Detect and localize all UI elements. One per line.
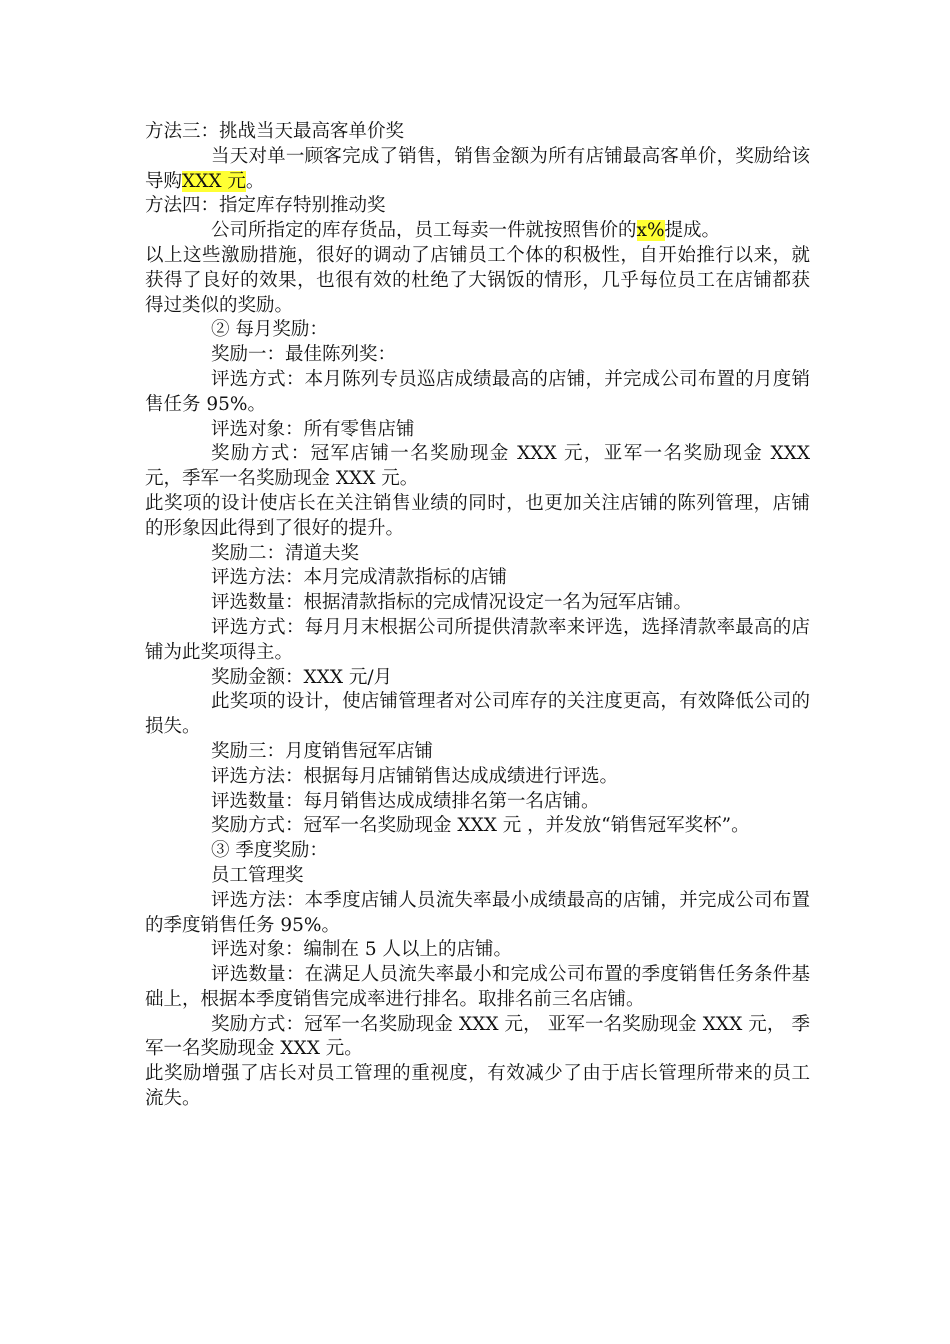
method-three-end: 。: [245, 170, 265, 192]
quarterly-prize: 奖励方式：冠军一名奖励现金 XXX 元， 亚军一名奖励现金 XXX 元， 季军一名奖励现金 XXX 元。: [145, 1013, 810, 1060]
method-three-body: [145, 145, 810, 195]
reward-three-prize: 奖励方式：冠军一名奖励现金 XXX 元 ，并发放“销售冠军奖杯”。: [211, 815, 750, 837]
reward-three-method: 评选方法：根据每月店铺销售达成成绩进行评选。: [211, 765, 619, 787]
quarterly-target: 评选对象：编制在 5 人以上的店铺。: [211, 939, 513, 961]
method-four-end: 提成。: [664, 220, 721, 242]
staff-management-award-heading: 员工管理奖: [211, 864, 304, 886]
method-three-text: 当天对单一顾客完成了销售，销售金额为所有店铺最高客单价，奖励给该导购: [145, 145, 810, 192]
method-four-body: [145, 219, 810, 244]
reward-one-method: 评选方式：本月陈列专员巡店成绩最高的店铺，并完成公司布置的月度销售任务 95%。: [145, 368, 810, 415]
reward-one-target: 评选对象：所有零售店铺: [211, 418, 415, 440]
method-four-heading: 方法四：指定库存特别推动奖: [145, 195, 386, 217]
reward-two-note: 此奖项的设计，使店铺管理者对公司库存的关注度更高，有效降低公司的损失。: [145, 691, 810, 738]
document-body: [145, 120, 810, 1112]
reward-one-note: 此奖项的设计使店长在关注销售业绩的同时，也更加关注店铺的陈列管理，店铺的形象因此得到了很好的提升。: [145, 492, 810, 539]
reward-two-heading: 奖励二：清道夫奖: [211, 542, 360, 564]
reward-three-heading: 奖励三：月度销售冠军店铺: [211, 740, 434, 762]
quarterly-count: 评选数量：在满足人员流失率最小和完成公司布置的季度销售任务条件基础上，根据本季度销售完成率进行排名。取排名前三名店铺。: [145, 964, 810, 1010]
reward-two-count: 评选数量：根据清款指标的完成情况设定一名为冠军店铺。: [211, 592, 693, 614]
reward-three-count: 评选数量：每月销售达成成绩排名第一名店铺。: [211, 790, 600, 812]
quarterly-note: 此奖励增强了店长对员工管理的重视度，有效减少了由于店长管理所带来的员工流失。: [145, 1063, 810, 1110]
quarterly-method: 评选方法：本季度店铺人员流失率最小成绩最高的店铺，并完成公司布置的季度销售任务 95%。: [145, 889, 810, 936]
monthly-reward-heading: ② 每月奖励：: [211, 319, 328, 341]
method-four-text: 公司所指定的库存货品，员工每卖一件就按照售价的: [211, 220, 637, 242]
method-three-heading: 方法三：挑战当天最高客单价奖: [145, 121, 405, 142]
reward-one-heading: 奖励一：最佳陈列奖：: [211, 344, 397, 366]
method-four-percent-highlight: x%: [636, 220, 665, 242]
reward-two-method: 评选方法：本月完成清款指标的店铺: [211, 567, 508, 589]
reward-two-way: 评选方式：每月月末根据公司所提供清款率来评选，选择清款率最高的店铺为此奖项得主。: [145, 616, 810, 663]
reward-one-prize: 奖励方式：冠军店铺一名奖励现金 XXX 元，亚军一名奖励现金 XXX 元，季军一名奖励现金 XXX 元。: [145, 443, 810, 490]
quarterly-reward-heading: ③ 季度奖励：: [211, 840, 328, 862]
summary-paragraph: 以上这些激励措施，很好的调动了店铺员工个体的积极性，自开始推行以来，就获得了良好的效果，也很有效的杜绝了大锅饭的情形，几乎每位员工在店铺都获得过类似的奖励。: [145, 244, 810, 316]
reward-two-amount: 奖励金额：XXX 元/月: [211, 666, 393, 688]
method-three-amount-highlight: XXX 元: [182, 170, 246, 192]
